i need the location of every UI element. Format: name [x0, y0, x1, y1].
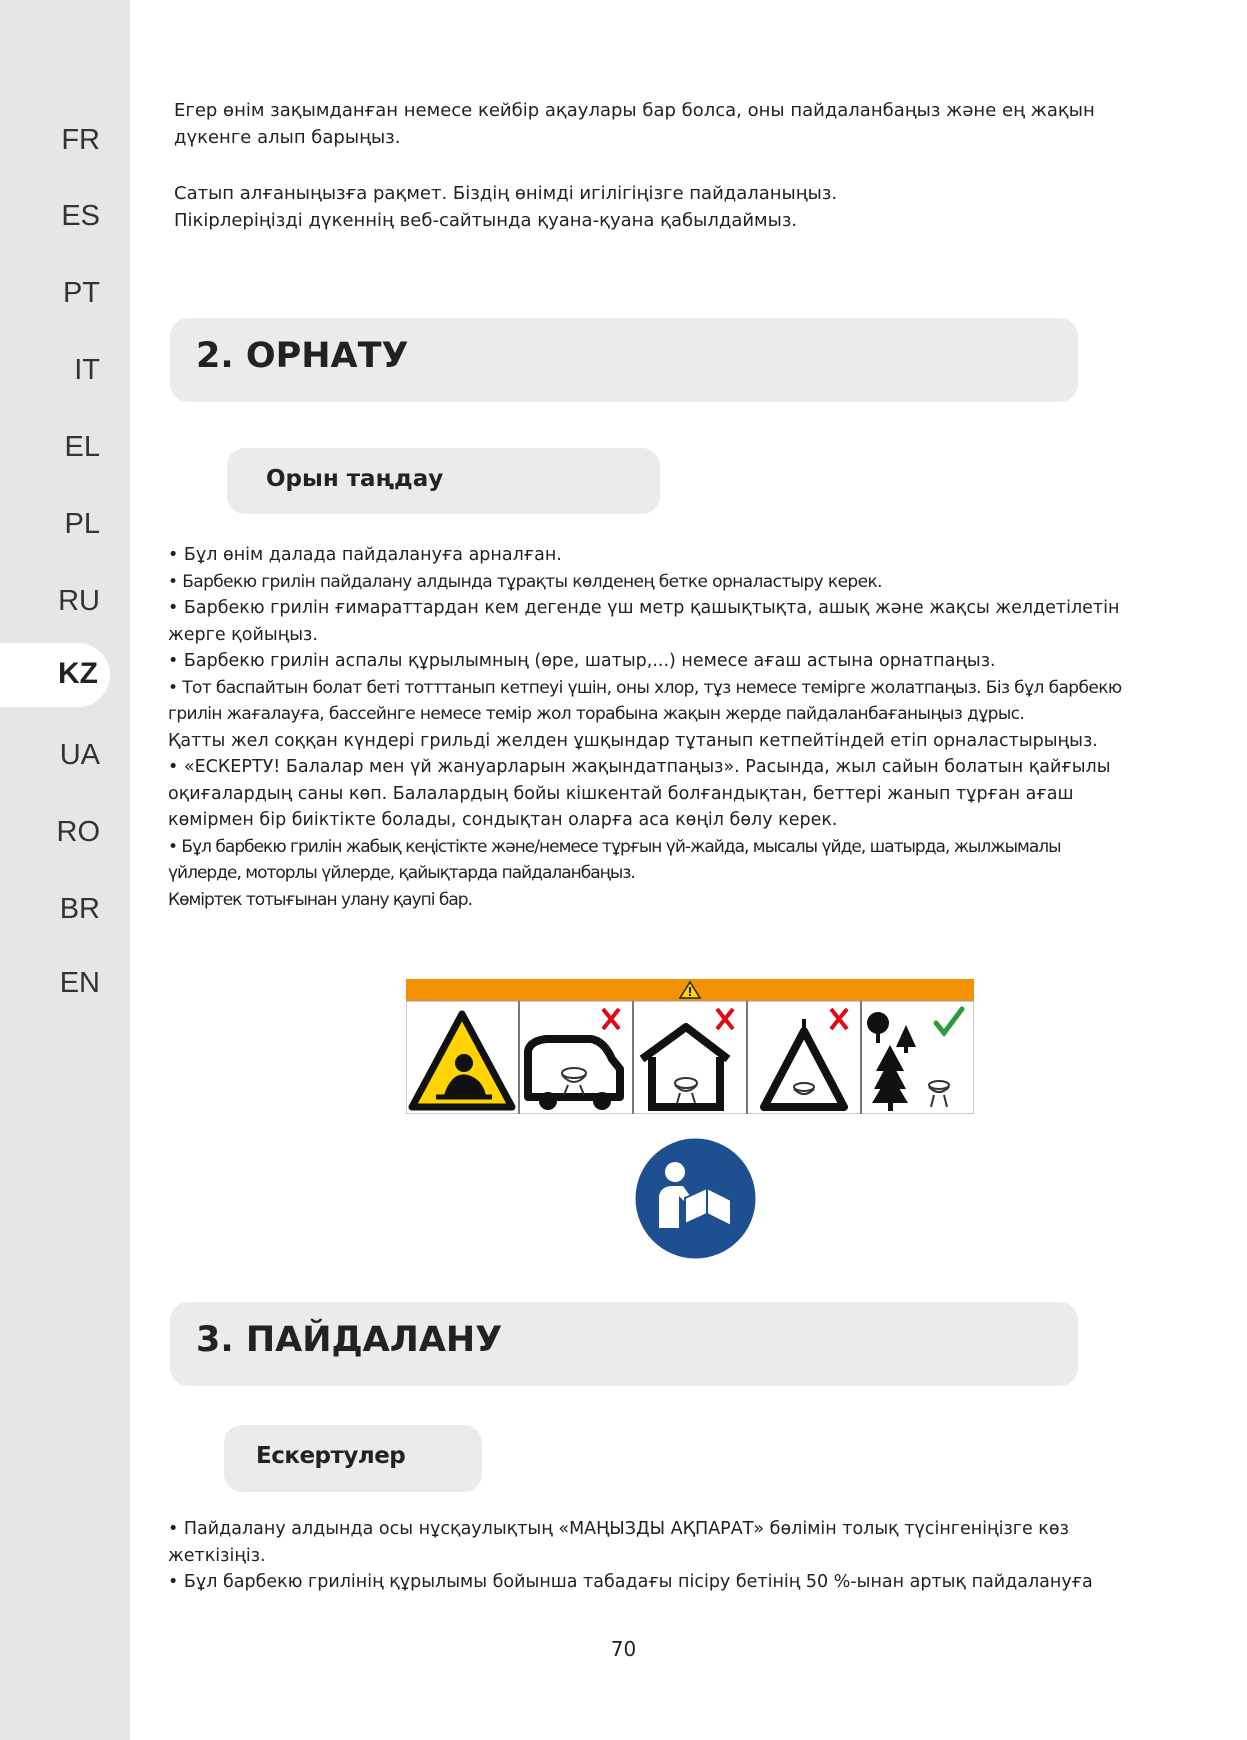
page-number: 70	[610, 1637, 637, 1661]
intro-p1-line1: Егер өнім зақымданған немесе кейбір ақаулары бар болса, оны пайдаланбаңыз және ең жақын	[174, 100, 1095, 121]
body-line: грилін жағалауға, бассейнге немесе темір жол торабына жақын жерде пайдаланбағаныңыз дұрыс.	[168, 704, 1025, 724]
lang-tab-el[interactable]: EL	[64, 431, 100, 463]
lang-tab-it[interactable]: IT	[74, 354, 100, 386]
intro-paragraph-1	[174, 97, 1134, 151]
body-line: • Барбекю грилін аспалы құрылымның (өре, шатыр,...) немесе ағаш астына орнатпаңыз.	[168, 651, 996, 671]
intro-p2-line2: Пікірлеріңізді дүкеннің веб-сайтында қуана-қуана қабылдаймыз.	[174, 210, 798, 231]
body-line: Қатты жел соққан күндері грильді желден ұшқындар тұтанып кетпейтіндей етіп орналастырыңыз.	[168, 730, 1098, 751]
body-line: оқиғалардың саны көп. Балалардың бойы кішкентай болғандықтан, беттері жанып тұрған ағаш	[168, 783, 1074, 804]
section-2-subheading	[227, 448, 660, 514]
lang-tab-kz-label: KZ	[58, 657, 98, 690]
body-line: үйлерде, моторлы үйлерде, қайықтарда пайдаланбаңыз.	[168, 863, 635, 883]
section-3-heading	[170, 1302, 1078, 1386]
body-line: көмірмен бір биіктікте болады, сондықтан оларға аса көңіл бөлу керек.	[168, 810, 838, 830]
body-line: • Бұл барбекю грилінің құрылымы бойынша табадағы пісіру бетінің 50 %-ынан артық пайдалануға	[168, 1572, 1093, 1592]
intro-p2-line1: Сатып алғаныңызға рақмет. Біздің өнімді игілігіңізге пайдаланыңыз.	[174, 183, 838, 204]
lang-tab-br[interactable]: BR	[59, 893, 100, 925]
lang-tab-pt[interactable]: PT	[62, 277, 100, 309]
body-line: жеткізіңіз.	[168, 1545, 266, 1566]
body-line: • Бұл барбекю грилін жабық кеңістікте және/немесе тұрғын үй-жайда, мысалы үйде, шатырда, жылжымалы	[168, 836, 1061, 857]
body-line: • Тот баспайтын болат беті тотттанып кетпеуі үшін, оны хлор, тұз немесе темірге жолатпаңыз. Біз бұл барбекю	[168, 677, 1122, 698]
section-3-body	[168, 1516, 1128, 1596]
lang-tab-pl[interactable]: PL	[64, 508, 100, 540]
section-2-title: 2. ОРНАТУ	[196, 336, 409, 376]
body-line: • Барбекю грилін пайдалану алдында тұрақты көлденең бетке орналастыру керек.	[168, 571, 882, 592]
section-2-heading	[170, 318, 1078, 402]
body-line: • Барбекю грилін ғимараттардан кем дегенде үш метр қашықтықта, ашық және жақсы желдетілетін	[168, 598, 1120, 618]
language-sidebar	[0, 0, 130, 1740]
lang-tab-en[interactable]: EN	[59, 967, 100, 999]
intro-paragraph-2	[174, 180, 1134, 234]
read-manual-icon	[635, 1138, 756, 1259]
section-3-subtitle: Ескертулер	[256, 1443, 406, 1469]
intro-p1-line2: дүкенге алып барыңыз.	[174, 127, 401, 148]
warning-pictogram-strip	[406, 979, 974, 1114]
lang-tab-ro[interactable]: RO	[56, 816, 100, 848]
lang-tab-ru[interactable]: RU	[58, 585, 100, 617]
section-2-subtitle: Орын таңдау	[266, 466, 444, 492]
body-line: • «ЕСКЕРТУ! Балалар мен үй жануарларын жақындатпаңыз». Расында, жыл сайын болатын қайғылы	[168, 757, 1111, 777]
lang-tab-kz-active[interactable]	[0, 643, 110, 707]
body-line: жерге қойыңыз.	[168, 624, 318, 645]
lang-tab-fr[interactable]: FR	[61, 124, 100, 156]
body-line: Көміртек тотығынан улану қаупі бар.	[168, 889, 472, 910]
lang-tab-es[interactable]: ES	[61, 200, 100, 232]
section-3-subheading	[224, 1425, 482, 1492]
section-3-title: 3. ПАЙДАЛАНУ	[196, 1320, 503, 1360]
body-line: • Бұл өнім далада пайдалануға арналған.	[168, 545, 562, 565]
section-2-body	[168, 542, 1128, 913]
body-line: • Пайдалану алдында осы нұсқаулықтың «МАҢЫЗДЫ АҚПАРАТ» бөлімін толық түсінгеніңізге көз	[168, 1519, 1069, 1539]
lang-tab-ua[interactable]: UA	[59, 739, 100, 771]
